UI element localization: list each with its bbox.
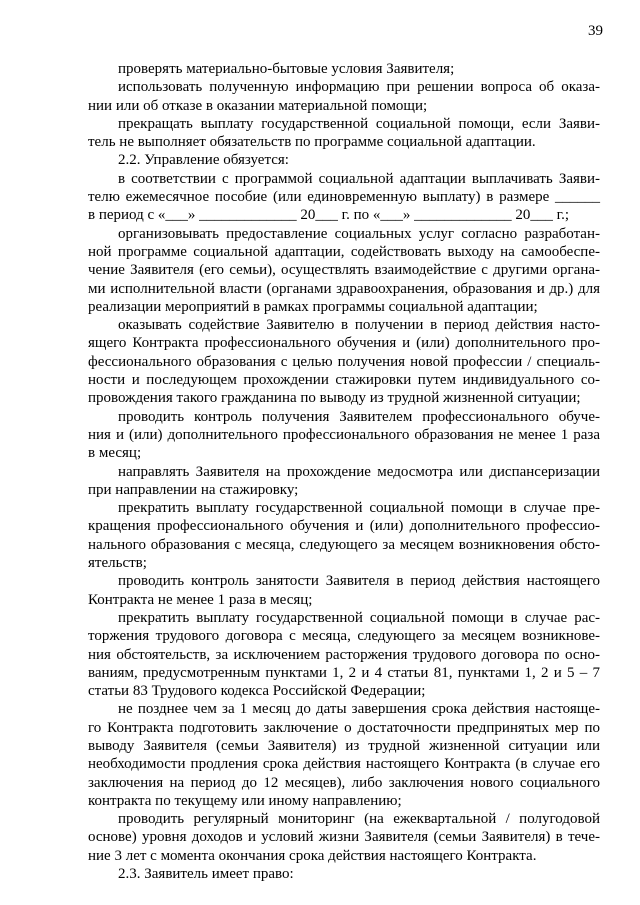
text-line: выводу Заявителя (семьи Заявителя) из трудной жизненной ситуации или bbox=[88, 737, 600, 754]
text-line: фессионального образования с целью получения новой профессии / специаль- bbox=[88, 353, 600, 370]
text-line: ной программе социальной адаптации, содействовать выходу на самообеспе- bbox=[88, 243, 600, 260]
text-line: прекратить выплату государственной социальной помощи в случае рас- bbox=[118, 609, 600, 626]
text-line: кращения профессионального обучения и (или) дополнительного профессио- bbox=[88, 518, 600, 535]
text-line: в период с «___» _____________ 20___ г. по «___» _____________ 20___ г.; bbox=[88, 207, 570, 224]
paragraph-p9 bbox=[88, 463, 600, 500]
paragraph-p6 bbox=[88, 225, 600, 316]
text-line: 2.3. Заявитель имеет право: bbox=[118, 866, 294, 883]
paragraph-p5 bbox=[88, 170, 600, 225]
text-line: использовать полученную информацию при решении вопроса об оказа- bbox=[118, 79, 600, 96]
paragraph-p7 bbox=[88, 316, 600, 407]
text-line: ми исполнительной власти (органами здравоохранения, образования и др.) для bbox=[88, 280, 600, 297]
text-line: заключения на период до 12 месяцев), либо заключения нового социального bbox=[88, 774, 600, 791]
text-line: ящего Контракта профессионального обучения и (или) дополнительного про- bbox=[88, 335, 600, 352]
text-line: проводить контроль занятости Заявителя в период действия настоящего bbox=[118, 573, 600, 590]
text-line: Контракта не менее 1 раза в месяц; bbox=[88, 591, 313, 608]
text-line: контракта по текущему или иному направлению; bbox=[88, 792, 402, 809]
text-line: торжения трудового договора с месяца, следующего за месяцем возникнове- bbox=[88, 628, 600, 645]
paragraph-p1 bbox=[88, 60, 600, 78]
text-line: ние 3 лет с момента окончания срока действия настоящего Контракта. bbox=[88, 847, 537, 864]
text-line: тель не выполняет обязательств по программе социальной адаптации. bbox=[88, 134, 536, 151]
text-line: ния обстоятельств, за исключением расторжения трудового договора по осно- bbox=[88, 646, 600, 663]
text-line: не позднее чем за 1 месяц до даты завершения срока действия настояще- bbox=[118, 701, 600, 718]
text-line: основе) уровня доходов и условий жизни Заявителя (семьи Заявителя) в тече- bbox=[88, 829, 600, 846]
text-line: необходимости продления срока действия настоящего Контракта (в случае его bbox=[88, 756, 600, 773]
text-line: ваниям, предусмотренным пунктами 1, 2 и 4 статьи 81, пунктами 1, 2 и 5 – 7 bbox=[88, 664, 600, 681]
text-line: 2.2. Управление обязуется: bbox=[118, 152, 289, 169]
paragraph-p12 bbox=[88, 609, 600, 700]
paragraph-p11 bbox=[88, 572, 600, 609]
text-line: нии или об отказе в оказании материальной помощи; bbox=[88, 97, 428, 114]
text-line: телю ежемесячное пособие (или единовременную выплату) в размере ______ bbox=[88, 189, 600, 206]
text-line: нального образования с месяца, следующего за месяцем возникновения обсто- bbox=[88, 536, 600, 553]
text-line: проверять материально-бытовые условия Заявителя; bbox=[118, 61, 455, 77]
text-line: статьи 83 Трудового кодекса Российской Федерации; bbox=[88, 683, 426, 700]
text-line: в месяц; bbox=[88, 445, 142, 462]
text-line: ятельств; bbox=[88, 555, 147, 572]
text-line: оказывать содействие Заявителю в получении в период действия насто- bbox=[118, 317, 600, 334]
text-line: направлять Заявителя на прохождение медосмотра или диспансеризации bbox=[118, 463, 600, 480]
paragraph-p10 bbox=[88, 499, 600, 572]
text-line: проводить контроль получения Заявителем профессионального обуче- bbox=[118, 408, 600, 425]
paragraph-p4 bbox=[88, 151, 600, 169]
text-line: при направлении на стажировку; bbox=[88, 481, 299, 498]
text-line: прекращать выплату государственной социальной помощи, если Заяви- bbox=[118, 115, 600, 132]
text-line: ности и последующем прохождении стажировки путем индивидуального со- bbox=[88, 372, 600, 389]
paragraph-p3 bbox=[88, 115, 600, 152]
paragraph-p2 bbox=[88, 78, 600, 115]
paragraph-p15 bbox=[88, 865, 600, 883]
document-body bbox=[88, 60, 600, 883]
text-line: прекратить выплату государственной социальной помощи в случае пре- bbox=[118, 500, 600, 517]
text-line: го Контракта подготовить заключение о достаточности предпринятых мер по bbox=[88, 719, 600, 736]
text-line: реализации мероприятий в рамках программы социальной адаптации; bbox=[88, 298, 538, 315]
paragraph-p8 bbox=[88, 408, 600, 463]
paragraph-p13 bbox=[88, 700, 600, 810]
page-number: 39 bbox=[588, 23, 603, 39]
text-line: ния и (или) дополнительного профессионального образования не менее 1 раза bbox=[88, 426, 600, 443]
text-line: проводить регулярный мониторинг (на ежеквартальной / полугодовой bbox=[118, 811, 600, 828]
paragraph-p14 bbox=[88, 810, 600, 865]
text-line: организовывать предоставление социальных услуг согласно разработан- bbox=[118, 225, 600, 242]
text-line: провождения такого гражданина по выводу из трудной жизненной ситуации; bbox=[88, 390, 581, 407]
text-line: чение Заявителя (его семьи), осуществлять взаимодействие с другими органа- bbox=[88, 262, 600, 279]
text-line: в соответствии с программой социальной адаптации выплачивать Заяви- bbox=[118, 170, 600, 187]
